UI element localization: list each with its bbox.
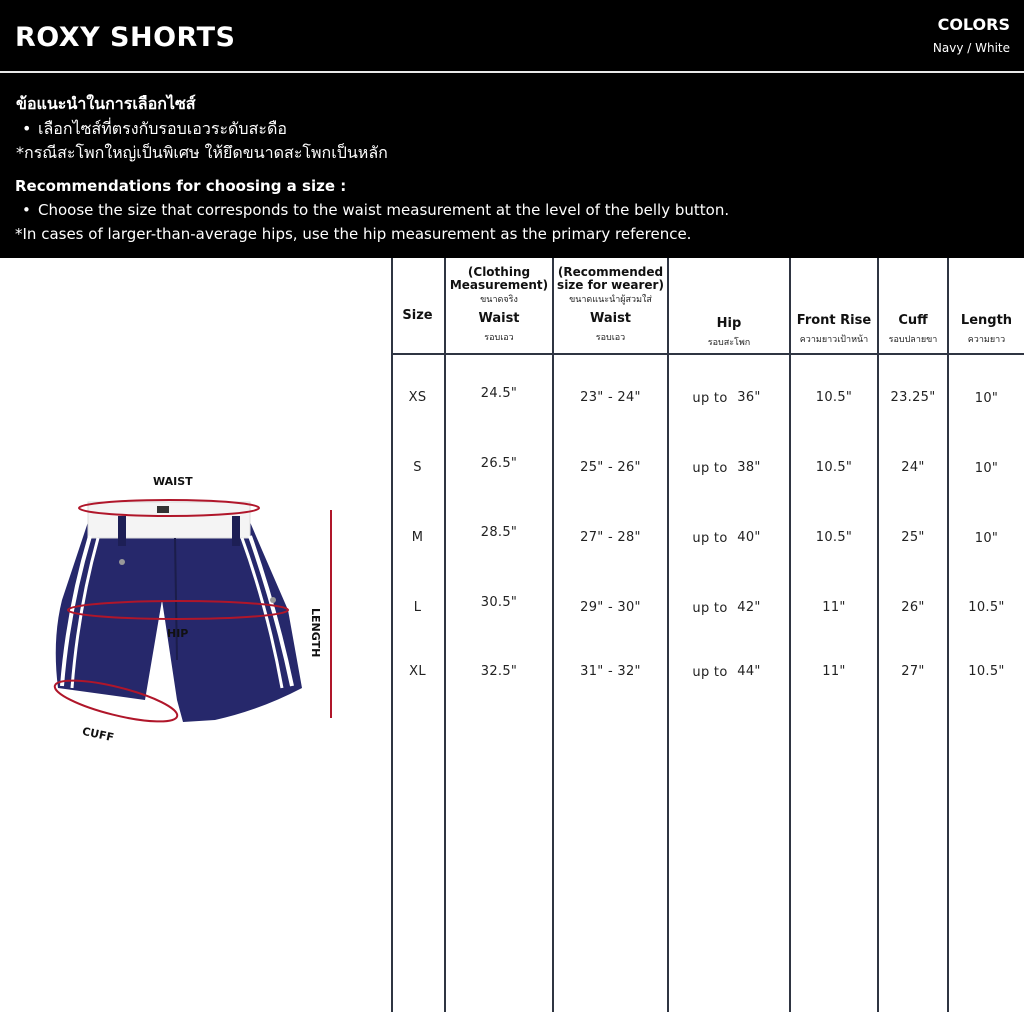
page-title: ROXY SHORTS (15, 22, 236, 53)
cell-front-rise: 10.5" (815, 530, 853, 545)
header-cuff (879, 313, 947, 346)
thai-recommendation-bullet (22, 117, 287, 142)
header-clothing-thai: ขนาดจริง (480, 295, 518, 305)
cell-rec-waist: 29" - 30" (580, 600, 641, 615)
cell-length: 10.5" (968, 600, 1005, 615)
header-clothing-waist-thai: รอบเอว (484, 333, 514, 343)
header-divider (0, 71, 1024, 73)
table-gridline (947, 258, 949, 1012)
header-clothing-waist-label: Waist (478, 311, 520, 326)
shorts-button (157, 506, 169, 513)
cell-rec-waist: 23" - 24" (580, 390, 641, 405)
cell-hip: 40" (737, 530, 761, 545)
cell-size: S (413, 460, 422, 475)
cell-hip: 42" (737, 600, 761, 615)
header-clothing-paren: Measurement) (449, 278, 549, 292)
cell-hip: 38" (737, 460, 761, 475)
cell-size: XL (409, 664, 426, 679)
header-front-rise-thai: ความยาวเป้าหน้า (799, 335, 869, 345)
cell-size: M (411, 530, 424, 545)
thai-recommendation-heading: ข้อแนะนำในการเลือกไซส์ (16, 94, 196, 113)
header-length (949, 313, 1024, 346)
header-length-label: Length (960, 313, 1013, 328)
en-recommendation-heading: Recommendations for choosing a size : (15, 177, 347, 195)
header-rec-paren: (Recommended (557, 265, 664, 279)
cell-rec-waist: 27" - 28" (580, 530, 641, 545)
en-recommendation-bullet (22, 201, 729, 219)
cell-hip: 44" (737, 664, 761, 679)
cell-waist: 32.5" (480, 664, 518, 679)
rivet (270, 597, 276, 603)
en-bullet-text: Choose the size that corresponds to the waist measurement at the level of the belly button. (38, 201, 730, 219)
cell-hip-prefix: up to (692, 531, 728, 546)
cell-waist: 30.5" (480, 595, 518, 610)
header-length-thai: ความยาว (967, 335, 1006, 345)
header-hip-thai: รอบสะโพก (707, 338, 751, 348)
thai-bullet-text: เลือกไซส์ที่ตรงกับรอบเอวระดับสะดือ (38, 119, 287, 138)
belt-loop (118, 516, 126, 546)
cuff-label: CUFF (80, 724, 116, 745)
table-gridline (789, 258, 791, 1012)
table-header-rule (391, 353, 1024, 355)
header-hip-label: Hip (716, 316, 742, 331)
header-front-rise-label: Front Rise (796, 313, 872, 328)
cell-cuff: 26" (901, 600, 925, 615)
en-recommendation-note: *In cases of larger-than-average hips, use the hip measurement as the primary reference. (15, 225, 692, 243)
cell-waist: 28.5" (480, 525, 518, 540)
header-cuff-label: Cuff (898, 313, 928, 328)
cell-cuff: 24" (901, 460, 925, 475)
cell-hip-prefix: up to (692, 665, 728, 680)
cell-length: 10" (974, 531, 999, 546)
cell-waist: 26.5" (480, 456, 518, 471)
thai-recommendation-note: *กรณีสะโพกใหญ่เป็นพิเศษ ให้ยึดขนาดสะโพกเป็นหลัก (16, 143, 388, 162)
table-gridline (877, 258, 879, 1012)
bullet-icon: • (22, 201, 31, 219)
cell-hip-prefix: up to (692, 601, 728, 616)
header-rec-waist-thai: รอบเอว (595, 333, 626, 343)
size-chart-table (391, 258, 1024, 1024)
header-cuff-thai: รอบปลายขา (888, 335, 938, 345)
shorts-drawing (40, 460, 380, 760)
table-gridline (444, 258, 446, 1012)
cell-length: 10" (974, 391, 999, 406)
cell-size: XS (408, 390, 427, 405)
cell-length: 10" (974, 461, 999, 476)
cell-size: L (413, 600, 422, 615)
shorts-body (56, 522, 302, 722)
header-hip (669, 316, 789, 349)
table-gridline (552, 258, 554, 1012)
cell-hip-prefix: up to (692, 461, 728, 476)
header-size: Size (402, 308, 433, 323)
waist-label: WAIST (153, 475, 193, 488)
cell-cuff: 25" (901, 530, 925, 545)
length-label: LENGTH (309, 608, 322, 658)
header-rec-waist-label: Waist (589, 311, 632, 326)
header-recommended-waist (554, 266, 667, 344)
cell-front-rise: 10.5" (815, 390, 853, 405)
colors-label: COLORS (937, 15, 1010, 34)
cell-front-rise: 10.5" (815, 460, 853, 475)
cell-rec-waist: 25" - 26" (580, 460, 641, 475)
cell-cuff: 23.25" (890, 390, 936, 405)
cell-cuff: 27" (901, 664, 925, 679)
header-rec-thai: ขนาดแนะนำผู้สวมใส่ (569, 295, 652, 305)
shorts-illustration (40, 460, 380, 760)
cell-hip-prefix: up to (692, 391, 728, 406)
rivet (119, 559, 125, 565)
header-rec-paren: size for wearer) (557, 278, 664, 292)
header-front-rise (791, 313, 877, 346)
cell-waist: 24.5" (480, 386, 518, 401)
header-banner (0, 0, 1024, 258)
belt-loop (232, 516, 240, 546)
cell-hip: 36" (737, 390, 761, 405)
hip-label: HIP (167, 627, 189, 640)
header-clothing-paren: (Clothing (467, 265, 531, 279)
header-clothing-waist (446, 266, 552, 344)
cell-front-rise: 11" (822, 664, 846, 679)
cell-front-rise: 11" (822, 600, 846, 615)
cell-length: 10.5" (968, 664, 1005, 679)
table-gridline (667, 258, 669, 1012)
cell-rec-waist: 31" - 32" (580, 664, 641, 679)
bullet-icon: • (22, 119, 32, 138)
colors-value: Navy / White (932, 41, 1010, 55)
table-gridline (391, 258, 393, 1012)
